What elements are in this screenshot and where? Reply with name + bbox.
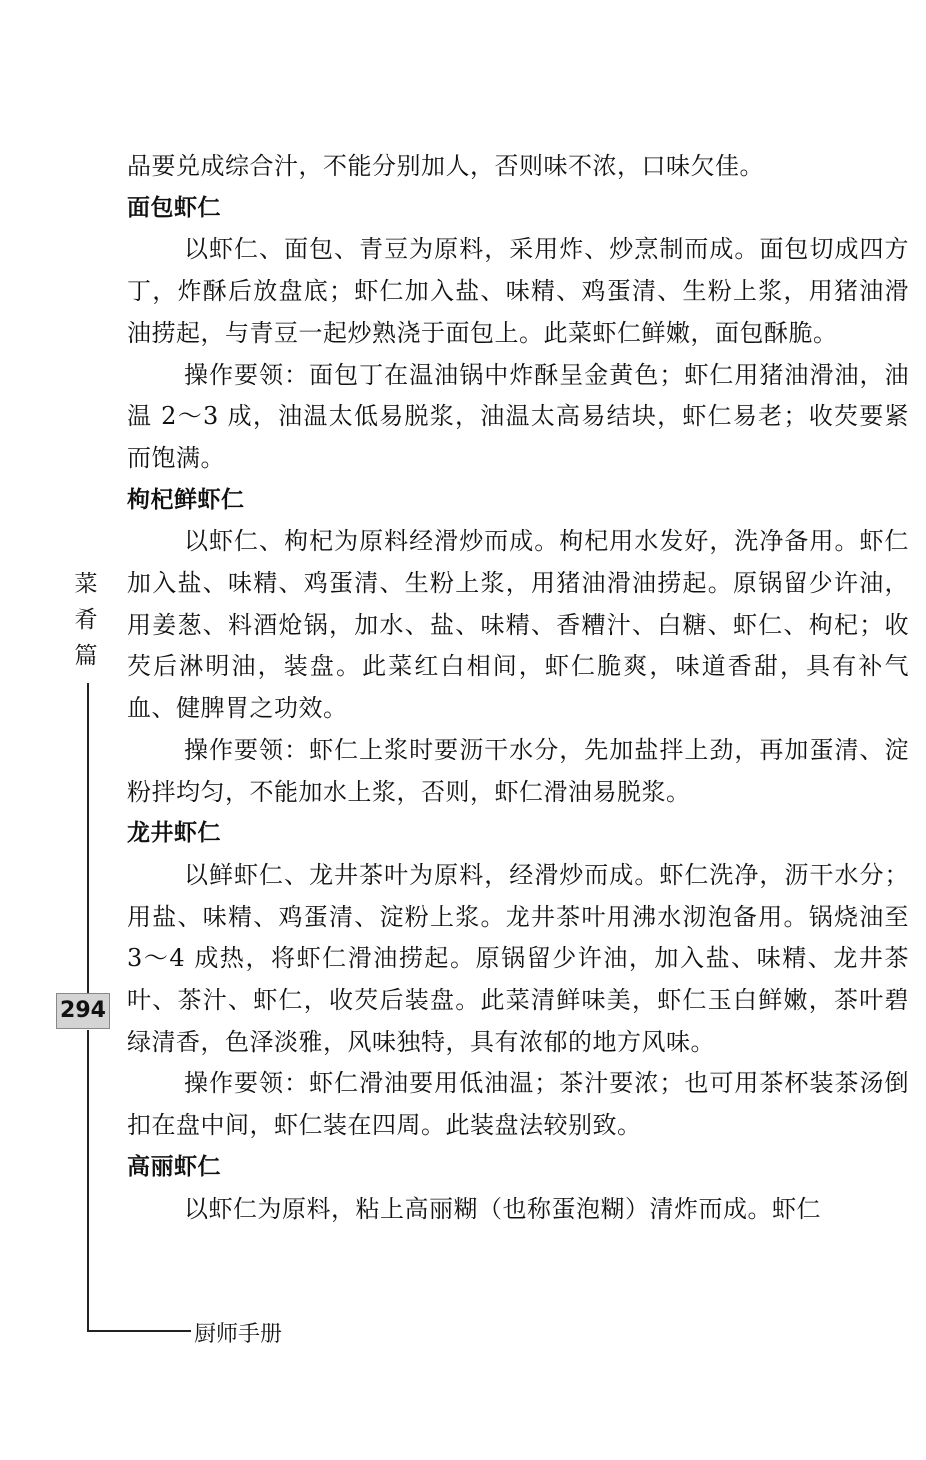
side-label-char: 肴 xyxy=(74,607,98,633)
page-content xyxy=(127,146,909,1230)
side-label-char: 菜 xyxy=(74,571,98,597)
recipe-title: 高丽虾仁 xyxy=(127,1153,221,1180)
recipe-title: 面包虾仁 xyxy=(127,194,221,221)
side-label-char: 篇 xyxy=(74,643,98,669)
recipe-title: 龙井虾仁 xyxy=(127,820,221,847)
recipe-tips: 操作要领：虾仁滑油要用低油温；茶汁要浓；也可用茶杯装茶汤倒扣在盘中间，虾仁装在四周。此装盘法较别致。 xyxy=(127,1069,909,1140)
recipe-body: 以虾仁为原料，粘上高丽糊（也称蛋泡糊）清炸而成。虾仁 xyxy=(184,1194,821,1223)
recipe-body: 以虾仁、面包、青豆为原料，采用炸、炒烹制而成。面包切成四方丁，炸酥后放盘底；虾仁加入盐、味精、鸡蛋清、生粉上浆，用猪油滑油捞起，与青豆一起炒熟浇于面包上。此菜虾仁鲜嫩，面包酥脆。 xyxy=(127,235,909,347)
intro-paragraph: 品要兑成综合汁，不能分别加人，否则味不浓，口味欠佳。 xyxy=(127,152,764,180)
page-number: 294 xyxy=(56,993,110,1029)
margin-rule-upper xyxy=(87,683,89,993)
margin-rule-lower xyxy=(87,1030,89,1332)
recipe-body: 以虾仁、枸杞为原料经滑炒而成。枸杞用水发好，洗净备用。虾仁加入盐、味精、鸡蛋清、生粉上浆，用猪油滑油捞起。原锅留少许油，用姜葱、料酒炝锅，加水、盐、味精、香糟汁、白糖、虾仁、枸杞；收芡后淋明油，装盘。此菜红白相间，虾仁脆爽，味道香甜，具有补气血、健脾胃之功效。 xyxy=(127,527,909,723)
recipe-body: 以鲜虾仁、龙井茶叶为原料，经滑炒而成。虾仁洗净，沥干水分；用盐、味精、鸡蛋清、淀粉上浆。龙井茶叶用沸水沏泡备用。锅烧油至 3～4 成热，将虾仁滑油捞起。原锅留少许油，加入盐、味精、龙井茶叶、茶汁、虾仁，收芡后装盘。此菜清鲜味美，虾仁玉白鲜嫩，茶叶碧绿清香，色泽淡雅，风味独特，具有浓郁的地方风味。 xyxy=(127,860,909,1056)
recipe-tips: 操作要领：面包丁在温油锅中炸酥呈金黄色；虾仁用猪油滑油，油温 2～3 成，油温太低易脱浆，油温太高易结块，虾仁易老；收芡要紧而饱满。 xyxy=(127,360,909,472)
recipe-tips: 操作要领：虾仁上浆时要沥干水分，先加盐拌上劲，再加蛋清、淀粉拌均匀，不能加水上浆，否则，虾仁滑油易脱浆。 xyxy=(127,735,909,806)
section-side-label xyxy=(66,566,106,674)
recipe-title: 枸杞鲜虾仁 xyxy=(127,486,245,513)
footer-book-title: 厨师手册 xyxy=(194,1322,283,1347)
footer-rule xyxy=(87,1330,191,1332)
